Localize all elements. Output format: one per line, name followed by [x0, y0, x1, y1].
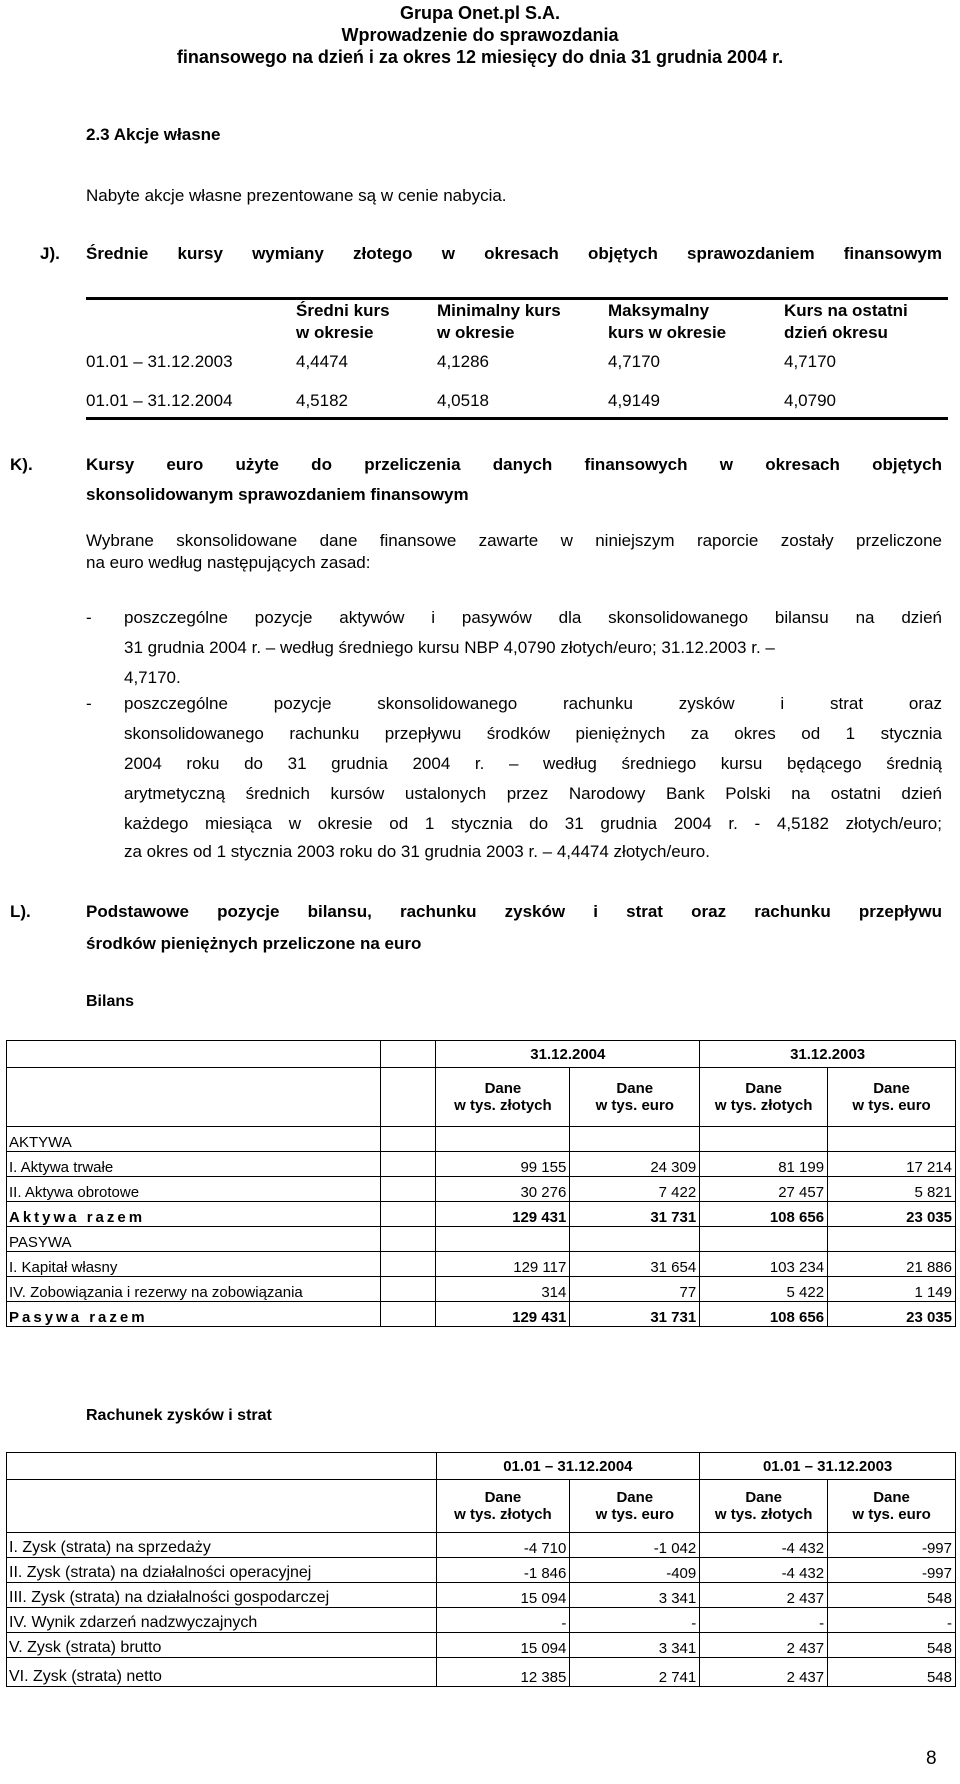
rates-col-header: dzień okresu	[784, 323, 888, 342]
row-label: VI. Zysk (strata) netto	[7, 1658, 437, 1687]
section-letter-k: K).	[10, 455, 33, 474]
bullet-text: poszczególne pozycje aktywów i pasywów dla skonsolidowanego bilansu na dzień	[124, 608, 942, 627]
cell: 2 741	[570, 1658, 700, 1687]
cell: 23 035	[828, 1302, 956, 1327]
cell: 31 731	[570, 1302, 700, 1327]
bullet-text: 4,7170.	[124, 668, 181, 687]
table-row	[7, 1583, 956, 1608]
rates-col-header: Minimalny kurs	[437, 301, 561, 320]
cell: 3 341	[570, 1633, 700, 1658]
cell: -	[436, 1608, 570, 1633]
bullet-text: 2004 roku do 31 grudnia 2004 r. – według średniego kursu będącego średnią	[124, 754, 942, 773]
rates-cell: 4,1286	[437, 352, 489, 371]
cell: 103 234	[700, 1252, 828, 1277]
section-intro-k: Wybrane skonsolidowane dane finansowe zawarte w niniejszym raporcie zostały przeliczone	[86, 531, 942, 550]
section-text-23: Nabyte akcje własne prezentowane są w cenie nabycia.	[86, 186, 507, 205]
rates-col-header: Kurs na ostatni	[784, 301, 908, 320]
bilans-col-header: Dane w tys. euro	[570, 1068, 700, 1127]
table-row	[7, 1252, 956, 1277]
section-intro-k: na euro według następujących zasad:	[86, 553, 371, 572]
cell: -4 710	[436, 1533, 570, 1558]
bilans-title: Bilans	[86, 993, 135, 1010]
row-label: I. Kapitał własny	[7, 1252, 381, 1277]
rates-cell: 4,0518	[437, 391, 489, 410]
section-letter-j: J).	[40, 244, 60, 263]
bullet-text: 31 grudnia 2004 r. – według średniego kursu NBP 4,0790 złotych/euro; 31.12.2003 r. –	[124, 638, 775, 657]
table-row	[7, 1633, 956, 1658]
table-row	[7, 1453, 956, 1480]
cell: 129 431	[436, 1302, 570, 1327]
rates-cell: 4,5182	[296, 391, 348, 410]
table-row	[7, 1127, 956, 1152]
rzis-col-header: Dane w tys. euro	[828, 1480, 956, 1533]
bullet-text: za okres od 1 stycznia 2003 roku do 31 grudnia 2003 r. – 4,4474 złotych/euro.	[124, 842, 710, 861]
table-row	[7, 1068, 956, 1127]
row-label: IV. Zobowiązania i rezerwy na zobowiązania	[7, 1277, 381, 1302]
cell: -1 846	[436, 1558, 570, 1583]
cell: 12 385	[436, 1658, 570, 1687]
cell: 31 654	[570, 1252, 700, 1277]
rates-col-header: Maksymalny	[608, 301, 710, 320]
rates-table-bottom-rule	[86, 417, 948, 420]
section-title-23: 2.3 Akcje własne	[86, 125, 221, 144]
cell: 2 437	[700, 1658, 828, 1687]
table-row	[7, 1658, 956, 1687]
cell: 5 422	[700, 1277, 828, 1302]
table-row	[7, 1608, 956, 1633]
bilans-col-header: Dane w tys. euro	[828, 1068, 956, 1127]
cell: 77	[570, 1277, 700, 1302]
rzis-col-header: Dane w tys. złotych	[700, 1480, 828, 1533]
cell: 99 155	[436, 1152, 570, 1177]
bullet-dash: -	[86, 608, 92, 627]
row-label: II. Aktywa obrotowe	[7, 1177, 381, 1202]
rates-col-header: Średni kurs	[296, 301, 390, 320]
section-title-k: Kursy euro użyte do przeliczenia danych finansowych w okresach objętych	[86, 455, 942, 474]
rzis-col-header: Dane w tys. złotych	[436, 1480, 570, 1533]
document-period: finansowego na dzień i za okres 12 miesięcy do dnia 31 grudnia 2004 r.	[176, 47, 784, 67]
rzis-table	[6, 1452, 956, 1687]
table-row	[7, 1277, 956, 1302]
row-label: II. Zysk (strata) na działalności operacyjnej	[7, 1558, 437, 1583]
section-title-l: Podstawowe pozycje bilansu, rachunku zysków i strat oraz rachunku przepływu	[86, 902, 942, 921]
cell: 23 035	[828, 1202, 956, 1227]
cell: 15 094	[436, 1633, 570, 1658]
table-row	[7, 1177, 956, 1202]
cell: -997	[828, 1558, 956, 1583]
cell: 108 656	[700, 1202, 828, 1227]
table-row	[7, 1558, 956, 1583]
cell: -4 432	[700, 1558, 828, 1583]
cell: -	[700, 1608, 828, 1633]
bilans-date-header: 31.12.2004	[436, 1041, 700, 1068]
table-row	[7, 1202, 956, 1227]
row-label: PASYWA	[7, 1227, 381, 1252]
rates-col-header: kurs w okresie	[608, 323, 727, 342]
document-company: Grupa Onet.pl S.A.	[399, 3, 560, 23]
row-label: IV. Wynik zdarzeń nadzwyczajnych	[7, 1608, 437, 1633]
bullet-text: arytmetyczną średnich kursów ustalonych przez Narodowy Bank Polski na ostatni dzień	[124, 784, 942, 803]
section-title-j: Średnie kursy wymiany złotego w okresach objętych sprawozdaniem finansowym	[86, 244, 942, 263]
row-label: Pasywa razem	[7, 1302, 381, 1327]
cell: 7 422	[570, 1177, 700, 1202]
rzis-col-header: Dane w tys. euro	[570, 1480, 700, 1533]
cell: 548	[828, 1658, 956, 1687]
cell: 3 341	[570, 1583, 700, 1608]
cell: -1 042	[570, 1533, 700, 1558]
row-label: Aktywa razem	[7, 1202, 381, 1227]
cell: 2 437	[700, 1583, 828, 1608]
row-label: V. Zysk (strata) brutto	[7, 1633, 437, 1658]
cell: 27 457	[700, 1177, 828, 1202]
cell: 2 437	[700, 1633, 828, 1658]
rates-col-header: w okresie	[437, 323, 515, 342]
table-row	[7, 1533, 956, 1558]
cell: 15 094	[436, 1583, 570, 1608]
rzis-period-header: 01.01 – 31.12.2004	[436, 1453, 700, 1480]
bullet-text: skonsolidowanego rachunku przepływu środków pieniężnych za okres od 1 stycznia	[124, 724, 942, 743]
cell: 24 309	[570, 1152, 700, 1177]
table-row	[7, 1302, 956, 1327]
cell: 17 214	[828, 1152, 956, 1177]
cell: 30 276	[436, 1177, 570, 1202]
cell: 5 821	[828, 1177, 956, 1202]
bullet-text: każdego miesiąca w okresie od 1 stycznia do 31 grudnia 2004 r. - 4,5182 złotych/euro;	[124, 814, 942, 833]
rates-row-period: 01.01 – 31.12.2004	[86, 391, 233, 410]
cell: 31 731	[570, 1202, 700, 1227]
table-row	[7, 1227, 956, 1252]
cell: -997	[828, 1533, 956, 1558]
section-title-l: środków pieniężnych przeliczone na euro	[86, 934, 422, 953]
row-label: AKTYWA	[7, 1127, 381, 1152]
rates-cell: 4,7170	[784, 352, 836, 371]
bilans-col-header: Dane w tys. złotych	[700, 1068, 828, 1127]
rates-cell: 4,7170	[608, 352, 660, 371]
cell: 548	[828, 1633, 956, 1658]
rates-col-header: w okresie	[296, 323, 374, 342]
rzis-title: Rachunek zysków i strat	[86, 1407, 272, 1424]
rates-cell: 4,4474	[296, 352, 348, 371]
cell: 21 886	[828, 1252, 956, 1277]
page-number: 8	[926, 1748, 937, 1769]
section-letter-l: L).	[10, 902, 31, 921]
rzis-period-header: 01.01 – 31.12.2003	[700, 1453, 956, 1480]
bilans-table	[6, 1040, 956, 1327]
table-row	[7, 1480, 956, 1533]
row-label: III. Zysk (strata) na działalności gospodarczej	[7, 1583, 437, 1608]
bilans-col-header: Dane w tys. złotych	[436, 1068, 570, 1127]
row-label: I. Aktywa trwałe	[7, 1152, 381, 1177]
cell: 1 149	[828, 1277, 956, 1302]
rates-row-period: 01.01 – 31.12.2003	[86, 352, 233, 371]
table-row	[7, 1152, 956, 1177]
document-subtitle: Wprowadzenie do sprawozdania	[341, 25, 619, 45]
cell: 108 656	[700, 1302, 828, 1327]
cell: -4 432	[700, 1533, 828, 1558]
cell: 129 117	[436, 1252, 570, 1277]
section-title-k: skonsolidowanym sprawozdaniem finansowym	[86, 485, 469, 504]
cell: -	[828, 1608, 956, 1633]
cell: -	[570, 1608, 700, 1633]
cell: 314	[436, 1277, 570, 1302]
bullet-dash: -	[86, 694, 92, 713]
bilans-date-header: 31.12.2003	[700, 1041, 956, 1068]
rates-cell: 4,9149	[608, 391, 660, 410]
row-label: I. Zysk (strata) na sprzedaży	[7, 1533, 437, 1558]
cell: 81 199	[700, 1152, 828, 1177]
table-row	[7, 1041, 956, 1068]
cell: 129 431	[436, 1202, 570, 1227]
rates-cell: 4,0790	[784, 391, 836, 410]
bullet-text: poszczególne pozycje skonsolidowanego rachunku zysków i strat oraz	[124, 694, 942, 713]
cell: 548	[828, 1583, 956, 1608]
cell: -409	[570, 1558, 700, 1583]
